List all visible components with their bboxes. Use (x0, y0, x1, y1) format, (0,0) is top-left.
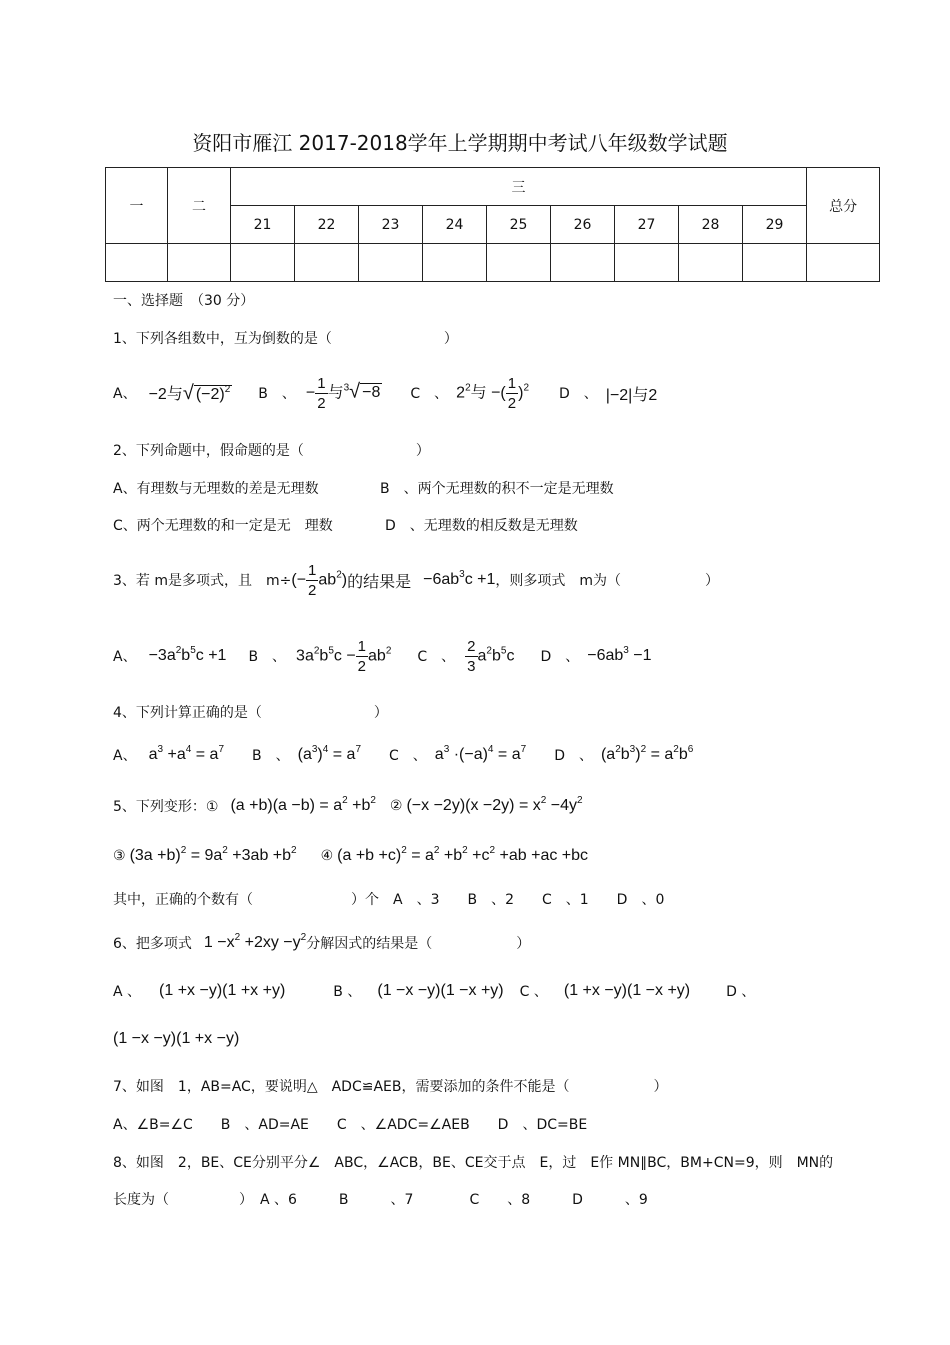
score-cell[interactable] (106, 244, 168, 282)
q6-stem-post: 分解因式的结果是（ ） (306, 936, 531, 952)
score-header-section1: 一 (106, 168, 168, 244)
q4-option-b-label: B 、 (252, 748, 290, 764)
q5-item-4-expr: $(a +b +c)^2 = a^2 +b^2 +c^2 +ab +ac +bc$ (337, 845, 589, 864)
question-5-line2 (113, 840, 588, 872)
q5-item-2-expr: $(-x -2y)(x -2y) = x^2 -4y^2$ (406, 795, 583, 814)
q3-stem-pre: 3、若 m是多项式，且 m÷ (113, 573, 292, 589)
q5-count-line: 其中，正确的个数有（ ）个 A 、3 B 、2 C 、1 D 、0 (113, 892, 665, 908)
q1-option-a-label: A、 (113, 386, 137, 402)
q6-option-b-expr: (1 −x −y)(1 −x +y) (377, 982, 504, 999)
q3-stem-post: ，则多项式 m为（ ） (495, 573, 720, 589)
score-header-total: 总分 (807, 168, 880, 244)
score-cell[interactable] (551, 244, 615, 282)
q5-item-3-expr: $(3a +b)^2 = 9a^2 +3ab +b^2$ (129, 845, 297, 864)
q3-option-a-expr: $-3a^2b^5c +1$ (148, 645, 227, 664)
q6-option-c-expr: (1 +x −y)(1 −x +y) (563, 982, 691, 999)
question-6-stem (113, 928, 530, 958)
score-cell[interactable] (423, 244, 487, 282)
q5-item-2-marker: ② (389, 798, 403, 814)
score-cell[interactable] (359, 244, 423, 282)
q7-options: A、∠B=∠C B 、AD=AE C 、∠ADC=∠AEB D 、DC=BE (113, 1117, 588, 1133)
q4-option-a-expr: $a^3 +a^4 = a^7$ (148, 744, 224, 763)
score-cell[interactable] (487, 244, 551, 282)
score-cell[interactable] (295, 244, 359, 282)
q1-option-d-expr: |−2|与2 (605, 386, 658, 404)
q1-option-c-label: C 、 (410, 386, 449, 402)
question-3-options (113, 630, 652, 682)
q3-stem-mid: 的结果是 (347, 573, 412, 591)
q5-item-1-expr: $(a +b)(a -b) = a^2 +b^2$ (230, 795, 376, 814)
score-header-section3: 三 (231, 168, 807, 206)
q4-option-a-label: A、 (113, 748, 137, 764)
q3-option-c-expr: $\frac{2}{3}$ $a^2b^5c$ (467, 637, 515, 675)
score-cell[interactable] (615, 244, 679, 282)
question-3-stem (113, 555, 719, 605)
q1-option-b-label: B 、 (258, 386, 296, 402)
score-cell[interactable] (679, 244, 743, 282)
score-header-q28: 28 (679, 206, 743, 244)
q6-option-b-label: B 、 (333, 984, 362, 1000)
q3-result-expr: $-6ab^3c +1$ (423, 569, 496, 588)
question-6-options (113, 976, 755, 1006)
question-4-options (113, 738, 693, 772)
q4-option-c-expr: $a^3 \cdot(-a)^4 = a^7$ (434, 744, 527, 763)
q2-option-d: D 、无理数的相反数是无理数 (385, 518, 578, 534)
question-5-line1 (113, 790, 583, 822)
score-cell[interactable] (168, 244, 231, 282)
score-header-q24: 24 (423, 206, 487, 244)
question-7-stem: 7、如图 1，AB=AC，要说明△ ADC≌AEB，需要添加的条件不能是（ ） (113, 1079, 668, 1095)
q6-option-a-expr: (1 +x −y)(1 +x +y) (159, 982, 286, 999)
score-header-q21: 21 (231, 206, 295, 244)
q5-item-4-marker: ④ (320, 848, 334, 864)
q6-option-d-expr: (1 −x −y)(1 +x −y) (113, 1030, 240, 1047)
page-title: 资阳市雁江 2017-2018学年上学期期中考试八年级数学试题 (192, 131, 728, 155)
score-header-q29: 29 (743, 206, 807, 244)
score-header-q26: 26 (551, 206, 615, 244)
q1-option-d-label: D 、 (559, 386, 598, 402)
question-2-stem: 2、下列命题中，假命题的是（ ） (113, 443, 430, 459)
q3-divisor-expr: (− $\frac{1}{2}$ $ab^2$) (291, 561, 348, 599)
q1-option-c-expr: $2^2$与 −( $\frac{1}{2}$ )$^2$ (456, 374, 529, 412)
score-table (105, 167, 880, 282)
q3-option-d-expr: $-6ab^3 -1$ (587, 645, 652, 664)
q2-option-b: B 、两个无理数的积不一定是无理数 (380, 481, 614, 497)
question-1-options (113, 368, 657, 418)
q4-option-b-expr: $(a^3)^4 = a^7$ (297, 744, 361, 763)
score-header-q25: 25 (487, 206, 551, 244)
q2-option-a: A、有理数与无理数的差是无理数 (113, 481, 319, 497)
q6-option-a-label: A 、 (113, 984, 142, 1000)
q3-option-c-label: C 、 (417, 649, 456, 665)
q4-option-d-expr: $(a^2b^3)^2 = a^2b^6$ (600, 744, 694, 763)
question-4-stem: 4、下列计算正确的是（ ） (113, 705, 388, 721)
q4-option-c-label: C 、 (389, 748, 427, 764)
q3-option-b-expr: $3a^2b^5c$ − $\frac{1}{2}$ $ab^2$ (296, 637, 392, 675)
q6-option-c-label: C 、 (519, 984, 548, 1000)
score-header-q23: 23 (359, 206, 423, 244)
score-header-q27: 27 (615, 206, 679, 244)
score-cell[interactable] (807, 244, 880, 282)
q6-option-d-label: D 、 (726, 984, 756, 1000)
score-cell[interactable] (743, 244, 807, 282)
q2-option-c: C、两个无理数的和一定是无 理数 (113, 518, 333, 534)
q3-option-b-label: B 、 (248, 649, 287, 665)
question-8-stem: 8、如图 2，BE、CE分别平分∠ ABC，∠ACB，BE、CE交于点 E，过 E作 MN∥BC，BM+CN=9，则 MN的 (113, 1155, 834, 1171)
q4-option-d-label: D 、 (554, 748, 593, 764)
score-header-q22: 22 (295, 206, 359, 244)
question-1-stem: 1、下列各组数中，互为倒数的是（ ） (113, 331, 458, 347)
q6-polynomial-expr: $1 -x^2 +2xy -y^2$ (203, 932, 307, 951)
score-cell[interactable] (231, 244, 295, 282)
q1-option-b-expr: − $\frac{1}{2}$ 与$^3$√ −8 (305, 374, 381, 412)
score-header-section2: 二 (168, 168, 231, 244)
q3-option-a-label: A、 (113, 649, 137, 665)
q3-option-d-label: D 、 (540, 649, 580, 665)
section-heading-choice: 一、选择题 （30 分） (113, 293, 255, 309)
q8-options: 长度为（ ） A 、6 B 、7 C 、8 D 、9 (113, 1192, 648, 1208)
q5-item-3-marker: ③ (113, 848, 126, 864)
q1-option-a-expr: −2与√ $(-2)^2$ (148, 382, 231, 404)
q5-stem: 5、下列变形：① (113, 799, 219, 815)
q6-stem-pre: 6、把多项式 (113, 936, 192, 952)
